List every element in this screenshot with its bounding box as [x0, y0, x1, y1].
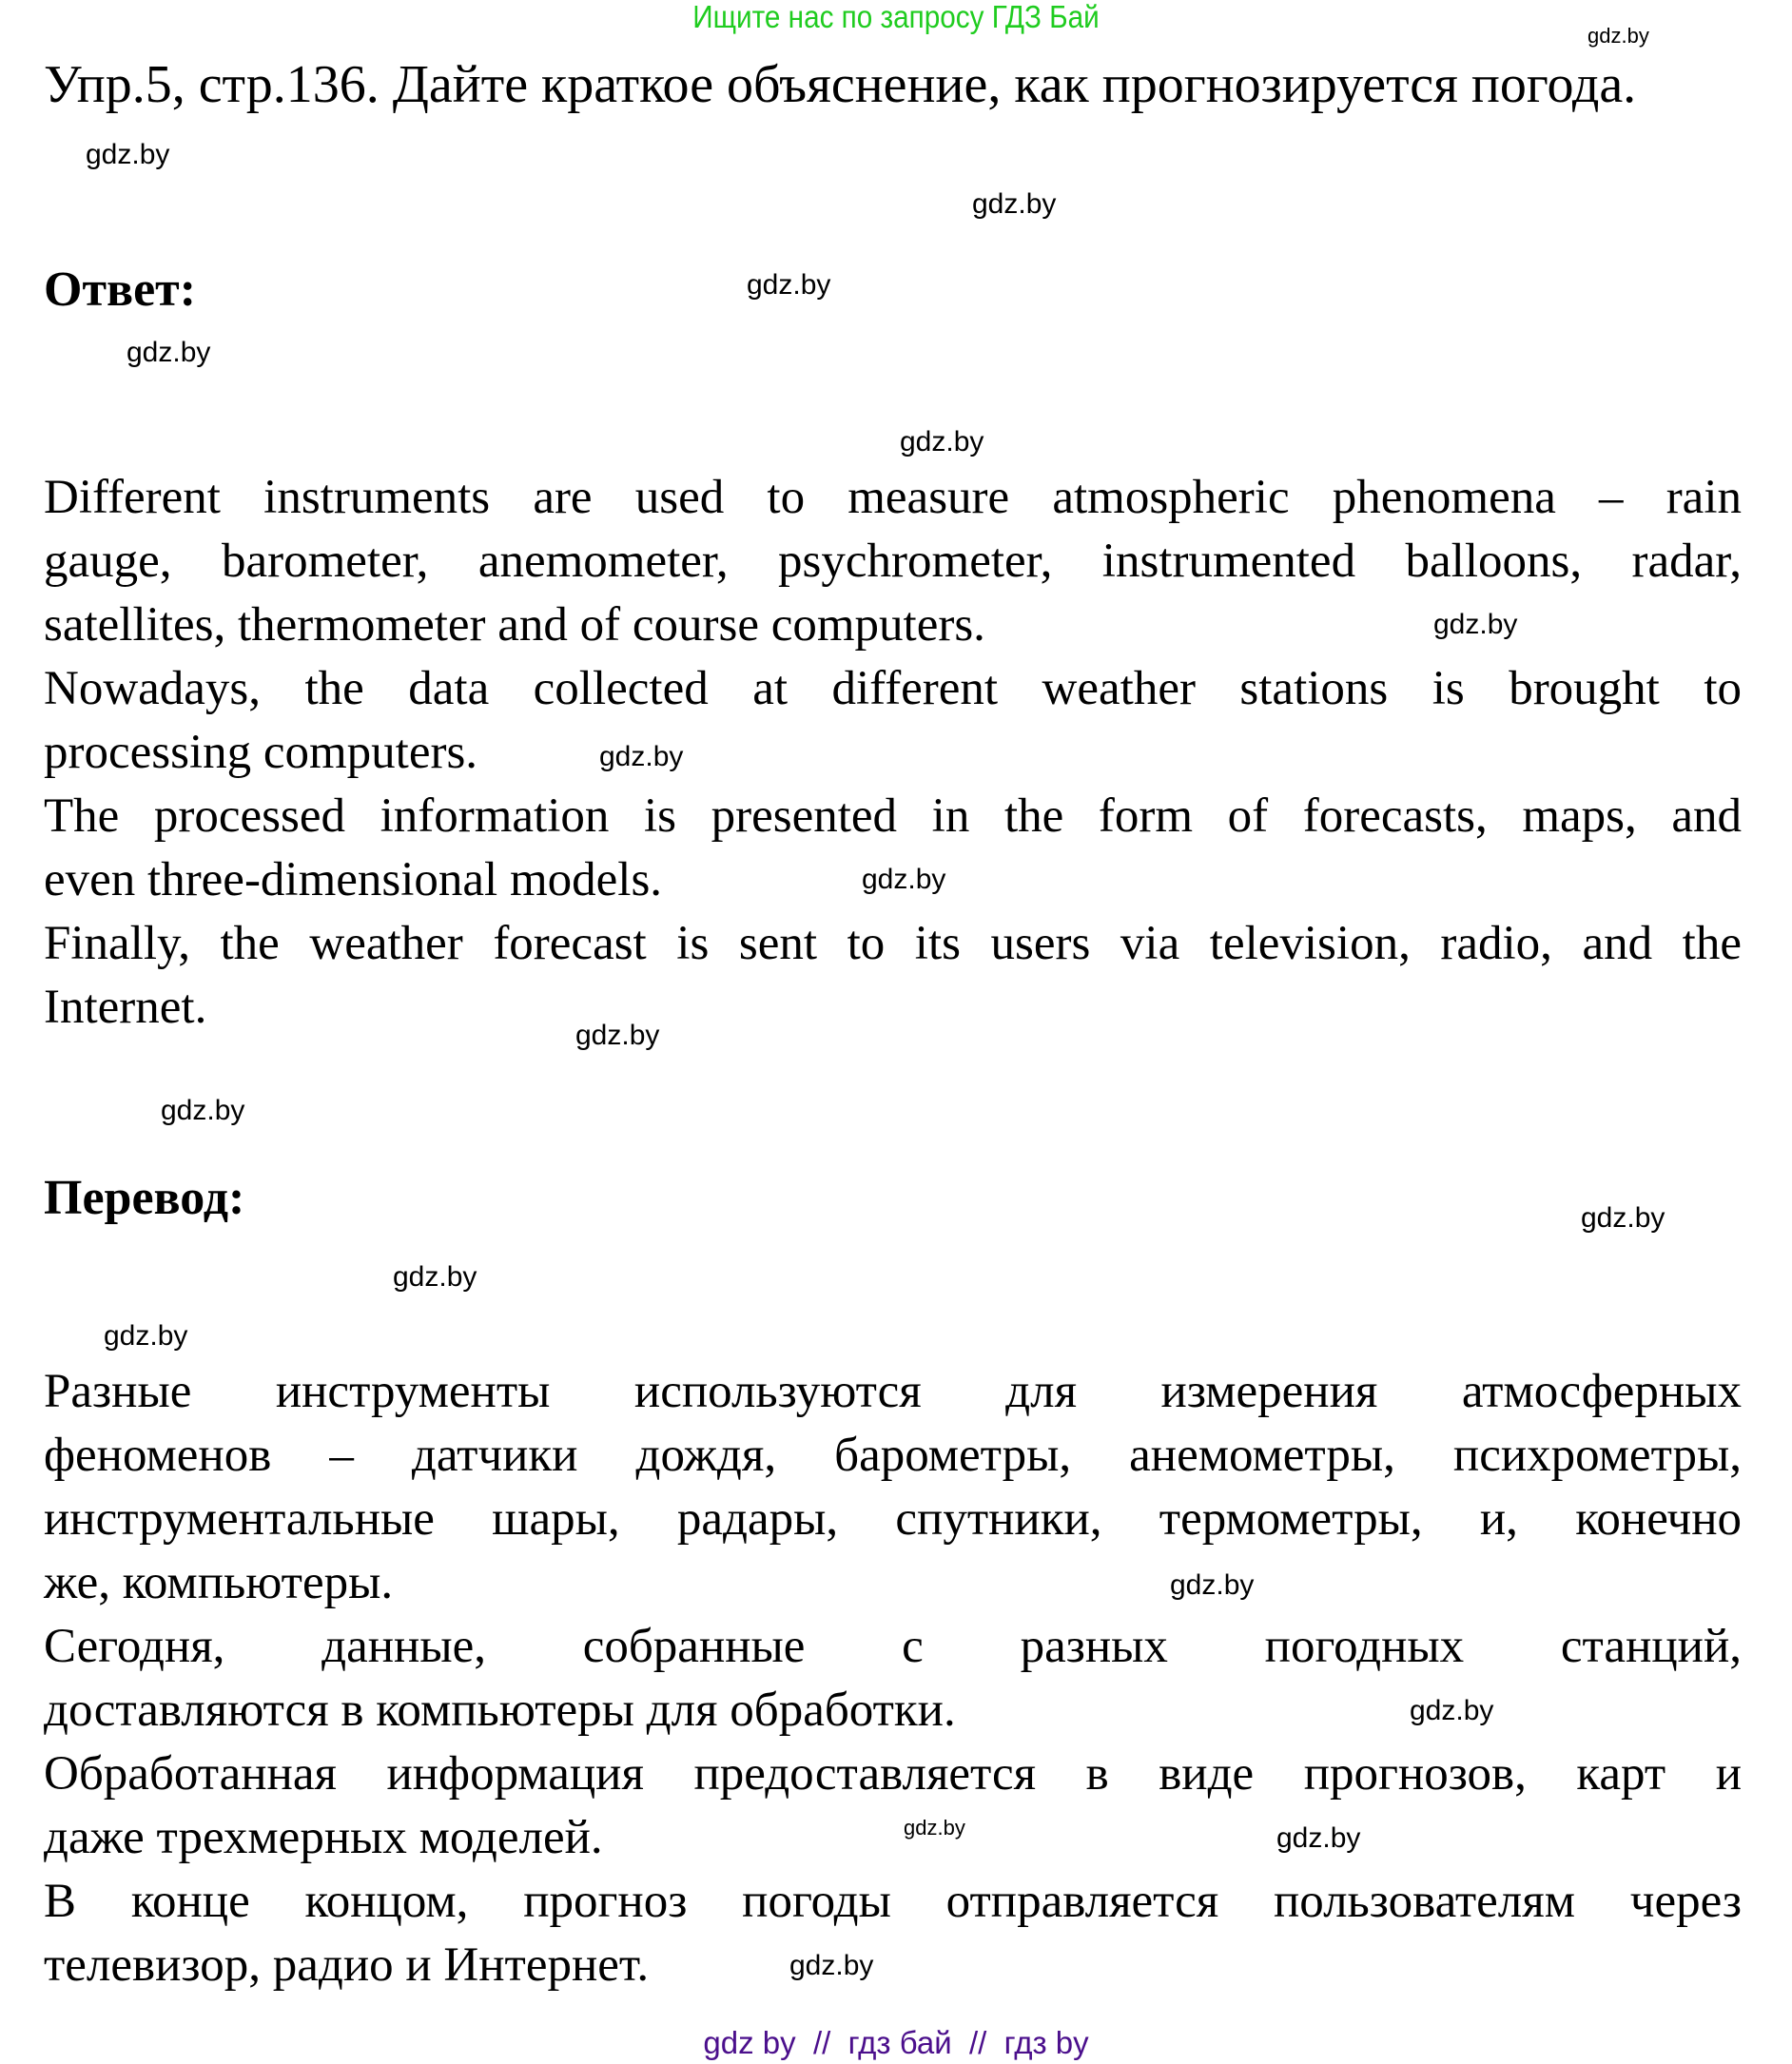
watermark: gdz.by — [86, 139, 170, 170]
watermark: gdz.by — [575, 1020, 660, 1051]
translation-line: феноменов – датчики дождя, барометры, анемометры, психрометры, — [44, 1429, 1742, 1482]
translation-line: телевизор, радио и Интернет. — [44, 1938, 650, 1992]
watermark: gdz.by — [900, 426, 984, 458]
watermark: gdz.by — [789, 1950, 874, 1981]
translation-line: доставляются в компьютеры для обработки. — [44, 1684, 956, 1737]
answer-line: Different instruments are used to measure atmospheric phenomena – rain — [44, 471, 1742, 524]
watermark: gdz.by — [127, 337, 211, 368]
answer-line: processing computers. — [44, 726, 478, 779]
watermark: gdz.by — [104, 1320, 188, 1352]
answer-line: Finally, the weather forecast is sent to its users via television, radio, and the — [44, 917, 1742, 970]
translation-line: Разные инструменты используются для измерения атмосферных — [44, 1365, 1742, 1418]
answer-line: Internet. — [44, 981, 207, 1034]
answer-line: gauge, barometer, anemometer, psychrometer, instrumented balloons, radar, — [44, 535, 1742, 588]
translation-text — [44, 1360, 1742, 1997]
translation-line: же, компьютеры. — [44, 1556, 394, 1609]
translation-heading: Перевод: — [44, 1171, 245, 1225]
exercise-title: Упр.5, стр.136. Дайте краткое объяснение, как прогнозируется погода. — [44, 55, 1637, 114]
watermark: gdz.by — [1276, 1822, 1361, 1854]
search-banner: Ищите нас по запросу ГДЗ Бай — [692, 0, 1100, 34]
answer-line: Nowadays, the data collected at different weather stations is brought to — [44, 662, 1742, 715]
translation-line: Сегодня, данные, собранные с разных погодных станций, — [44, 1620, 1742, 1673]
watermark: gdz.by — [393, 1261, 477, 1293]
translation-line: инструментальные шары, радары, спутники, термометры, и, конечно — [44, 1492, 1742, 1546]
translation-line: даже трехмерных моделей. — [44, 1811, 603, 1864]
answer-line: The processed information is presented in the form of forecasts, maps, and — [44, 789, 1742, 843]
watermark: gdz.by — [972, 188, 1057, 220]
watermark: gdz.by — [1581, 1202, 1665, 1234]
watermark: gdz.by — [747, 269, 831, 301]
watermark: gdz.by — [161, 1095, 245, 1126]
translation-line: В конце концом, прогноз погоды отправляется пользователям через — [44, 1875, 1742, 1928]
footer-links: gdz by // гдз бай // гдз by — [703, 2025, 1089, 2060]
watermark: gdz.by — [904, 1816, 965, 1840]
answer-text — [44, 466, 1742, 1040]
watermark: gdz.by — [599, 741, 684, 772]
watermark: gdz.by — [862, 864, 946, 895]
watermark: gdz.by — [1587, 24, 1649, 48]
answer-line: even three-dimensional models. — [44, 853, 663, 906]
answer-line: satellites, thermometer and of course computers. — [44, 598, 985, 652]
watermark: gdz.by — [1170, 1569, 1255, 1601]
watermark: gdz.by — [1433, 609, 1518, 640]
answer-heading: Ответ: — [44, 263, 197, 317]
watermark: gdz.by — [1410, 1695, 1494, 1726]
translation-line: Обработанная информация предоставляется в виде прогнозов, карт и — [44, 1747, 1742, 1801]
